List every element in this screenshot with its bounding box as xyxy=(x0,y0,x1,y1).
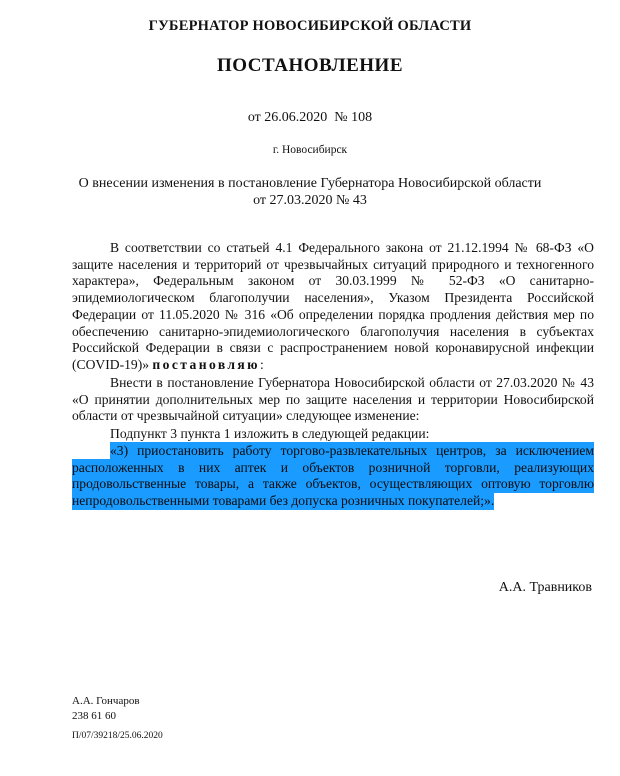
highlighted-quote-text[interactable]: «3) приостановить работу торгово-развлекательных центров, за исключением расположенных в них аптек и объектов розничной торговли, реализующих продовольственные товары, а также объектов, осуществляющих оптовую торговлю непродовольственными товарами без допуска розничных покупателей;». xyxy=(72,443,594,509)
executor-phone: 238 61 60 xyxy=(72,710,116,722)
paragraph-subclause xyxy=(72,426,594,443)
signature-name: А.А. Травников xyxy=(498,580,592,595)
paragraph-amendment xyxy=(72,375,594,425)
subject-line-1: О внесении изменения в постановление Губернатора Новосибирской области xyxy=(78,176,542,191)
executor-name: А.А. Гончаров xyxy=(72,695,140,707)
registration-number: П/07/39218/25.06.2020 xyxy=(72,731,163,741)
document-type: ПОСТАНОВЛЕНИЕ xyxy=(216,55,404,76)
paragraph-legal-basis xyxy=(72,240,594,374)
issuer-title: ГУБЕРНАТОР НОВОСИБИРСКОЙ ОБЛАСТИ xyxy=(148,18,472,34)
paragraph-subclause-text: Подпункт 3 пункта 1 изложить в следующей редакции: xyxy=(110,426,430,441)
city-line: г. Новосибирск xyxy=(272,144,348,156)
paragraph-legal-basis-text: В соответствии со статьей 4.1 Федерального закона от 21.12.1994 № 68-ФЗ «О защите населения и территорий от чрезвычайных ситуаций природного и техногенного характера», Федеральным законом от 30.03.1999 № 52-ФЗ «О санитарно-эпидемиологическом благополучии населения», Указом Президента Российской Федерации от 11.05.2020 № 316 «Об определении порядка продления действия мер по обеспечению санитарно-эпидемиологического благополучия населения в субъектах Российской Федерации в связи с распространением новой коронавирусной инфекции (COVID-19)» xyxy=(72,240,594,372)
resolve-keyword: постановляю xyxy=(152,356,260,372)
date-number-line: от 26.06.2020 № 108 xyxy=(247,110,373,125)
highlighted-quote[interactable] xyxy=(72,443,594,510)
paragraph-amendment-text: Внести в постановление Губернатора Новосибирской области от 27.03.2020 № 43 «О принятии дополнительных мер по защите населения и территории Новосибирской области от чрезвычайной ситуации» следующее изменение: xyxy=(72,375,594,424)
subject-heading xyxy=(0,175,620,209)
resolve-colon: : xyxy=(259,356,264,372)
subject-line-2: от 27.03.2020 № 43 xyxy=(253,193,367,208)
executor-block xyxy=(72,694,140,724)
